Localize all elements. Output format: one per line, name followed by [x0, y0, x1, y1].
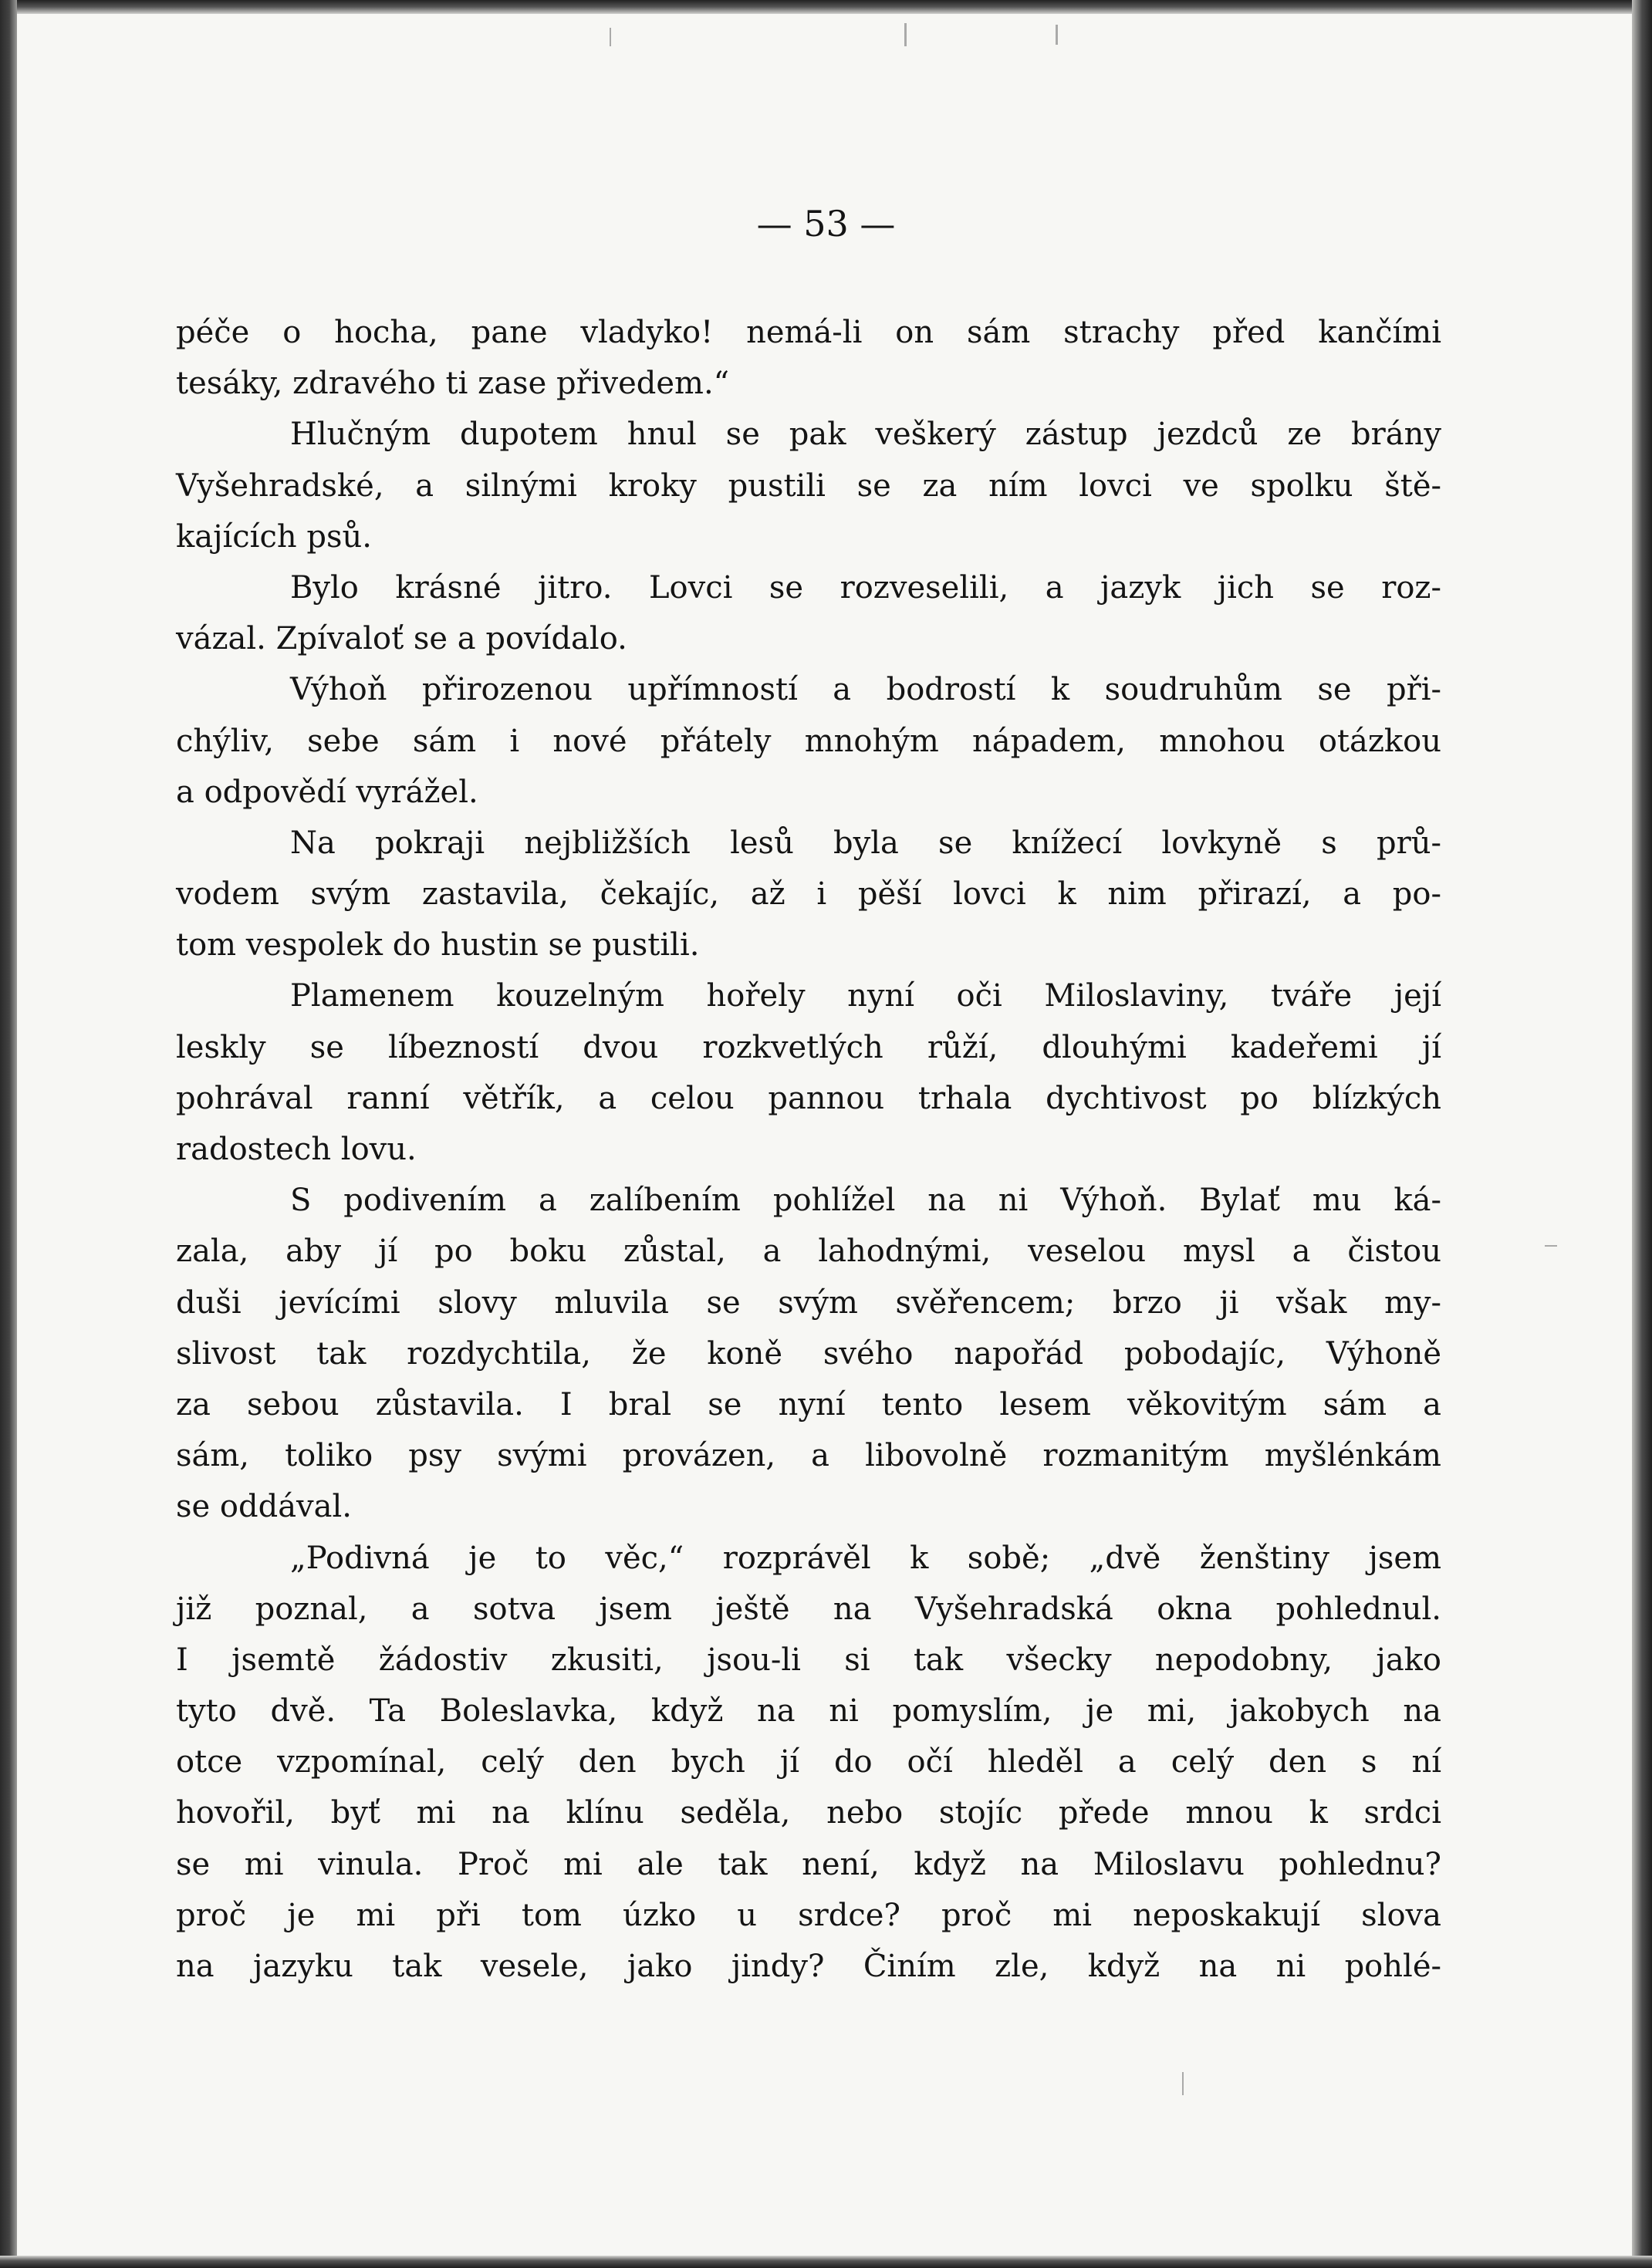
scan-speck — [1545, 1245, 1557, 1247]
text-line: Výhoň přirozenou upřímností a bodrostí k soudruhům se při- — [290, 672, 1441, 708]
scan-speck — [1056, 25, 1058, 45]
text-line: tyto dvě. Ta Boleslavka, když na ni pomyslím, je mi, jakobych na — [176, 1693, 1441, 1730]
scan-speck — [1182, 2072, 1184, 2095]
text-line: a odpovědí vyrážel. — [176, 774, 478, 810]
text-line: otce vzpomínal, celý den bych jí do očí hleděl a celý den s ní — [176, 1744, 1441, 1780]
text-line: se mi vinula. Proč mi ale tak není, když na Miloslavu pohlednu? — [176, 1846, 1441, 1882]
text-line: sám, toliko psy svými provázen, a libovolně rozmanitým myšlénkám — [176, 1438, 1441, 1474]
text-line: kajících psů. — [176, 518, 372, 555]
text-line: leskly se líbezností dvou rozkvetlých růží, dlouhými kadeřemi jí — [176, 1029, 1441, 1065]
body-text — [176, 307, 1441, 1992]
text-line: se oddával. — [176, 1489, 353, 1525]
scan-edge-bottom — [0, 2256, 1652, 2268]
text-line: I jsemtě žádostiv zkusiti, jsou-li si tak všecky nepodobny, jako — [176, 1642, 1441, 1678]
text-line: vázal. Zpívaloť se a povídalo. — [176, 621, 627, 657]
text-line: proč je mi při tom úzko u srdce? proč mi neposkakují slova — [176, 1897, 1441, 1933]
scan-speck — [904, 23, 907, 46]
text-line: duši jevícími slovy mluvila se svým svěřencem; brzo ji však my- — [176, 1284, 1441, 1321]
scan-speck — [610, 28, 611, 46]
text-line: radostech lovu. — [176, 1132, 417, 1167]
text-line: vodem svým zastavila, čekajíc, až i pěší lovci k nim přirazí, a po- — [176, 876, 1441, 913]
text-line: „Podivná je to věc,“ rozprávěl k sobě; „dvě ženštiny jsem — [290, 1540, 1441, 1576]
text-line: Vyšehradské, a silnými kroky pustili se za ním lovci ve spolku ště- — [176, 467, 1441, 504]
text-line: tesáky, zdravého ti zase přivedem.“ — [176, 366, 730, 402]
scan-edge-right — [1632, 0, 1652, 2268]
text-line: Bylo krásné jitro. Lovci se rozveselili, a jazyk jich se roz- — [290, 569, 1441, 606]
text-line: za sebou zůstavila. I bral se nyní tento lesem věkovitým sám a — [176, 1386, 1441, 1423]
text-line: již poznal, a sotva jsem ještě na Vyšehradská okna pohlednul. — [176, 1591, 1441, 1627]
scan-edge-top — [0, 0, 1652, 14]
text-line: Plamenem kouzelným hořely nyní oči Miloslaviny, tváře její — [290, 978, 1441, 1014]
text-line: tom vespolek do hustin se pustili. — [176, 927, 700, 964]
text-line: chýliv, sebe sám i nové přátely mnohým nápadem, mnohou otázkou — [176, 723, 1441, 759]
text-line: slivost tak rozdychtila, že koně svého napořád pobodajíc, Výhoně — [176, 1335, 1441, 1372]
text-line: S podivením a zalíbením pohlížel na ni Výhoň. Bylať mu ká- — [290, 1183, 1441, 1219]
text-line: zala, aby jí po boku zůstal, a lahodnými, veselou mysl a čistou — [176, 1234, 1441, 1270]
text-line: hovořil, byť mi na klínu seděla, nebo stojíc přede mnou k srdci — [176, 1795, 1441, 1831]
page-number: — 53 — — [756, 203, 896, 245]
text-line: Hlučným dupotem hnul se pak veškerý zástup jezdců ze brány — [290, 417, 1441, 453]
text-line: péče o hocha, pane vladyko! nemá-li on sám strachy před kančími — [176, 315, 1441, 350]
text-line: Na pokraji nejbližších lesů byla se knížecí lovkyně s prů- — [290, 825, 1441, 861]
scan-edge-left — [0, 0, 17, 2268]
text-line: na jazyku tak vesele, jako jindy? Činím zle, když na ni pohlé- — [176, 1949, 1441, 1984]
text-line: pohrával ranní větřík, a celou pannou trhala dychtivost po blízkých — [176, 1080, 1441, 1116]
